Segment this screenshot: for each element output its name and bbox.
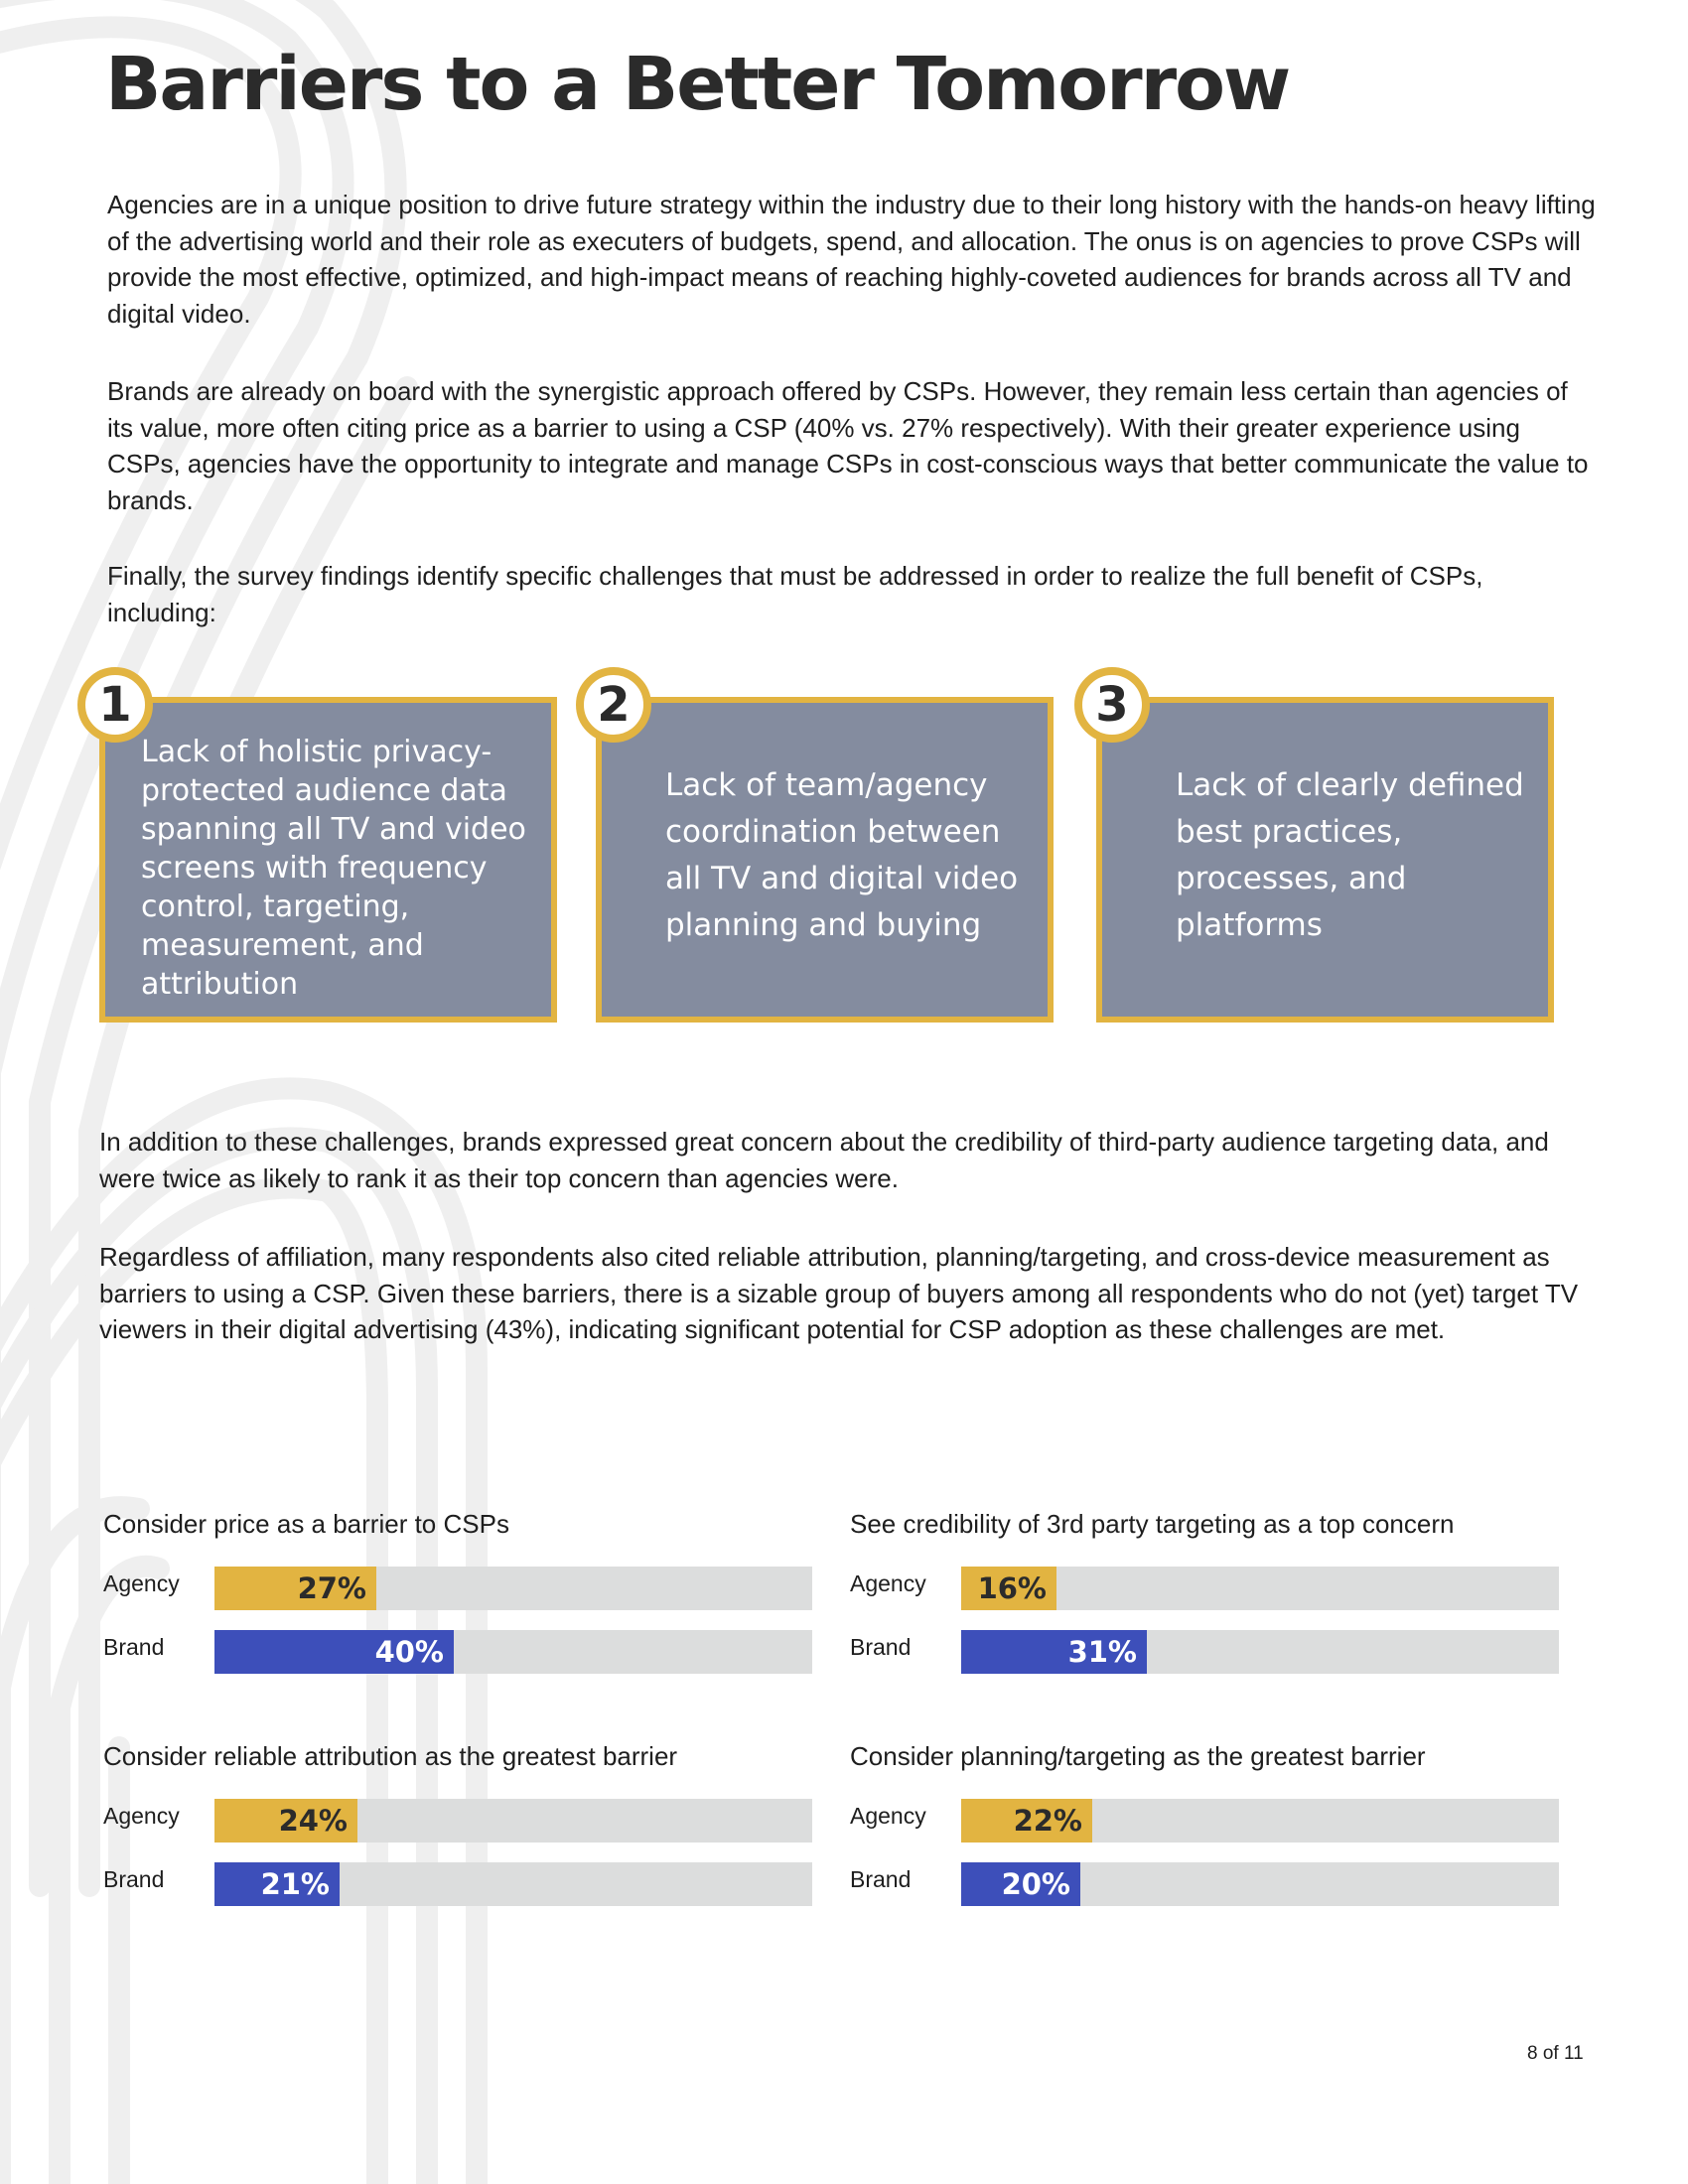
brand-label: Brand [103,1634,165,1660]
planning-barrier-chart [850,1741,1565,1900]
page-title: Barriers to a Better Tomorrow [105,42,1290,127]
brand-bar [214,1630,454,1674]
page-number: 8 of 11 [1527,2043,1584,2064]
challenge-number-badge: 2 [576,667,651,743]
brand-value-label: 40% [374,1635,444,1669]
brands-paragraph: Brands are already on board with the synergistic approach offered by CSPs. However, they remain less certain than agencies of its value, more often citing price as a barrier to using a CSP (40% vs. 27% respectively). With their greater experience using CSPs, agencies have the opportunity to integrate and manage CSPs in cost-conscious ways that better communicate the value to brands. [107,376,1589,515]
price-barrier-chart [103,1509,818,1668]
intro-paragraph: Agencies are in a unique position to drive future strategy within the industry due to their long history with the hands-on heavy lifting of the advertising world and their role as executers of budgets, spend, and allocation. The onus is on agencies to prove CSPs will provide the most effective, optimized, and high-impact means of reaching highly-coveted audiences for brands across all TV and digital video. [107,190,1596,329]
chart-title: Consider planning/targeting as the greatest barrier [850,1741,1426,1771]
bar-track [961,1862,1559,1906]
bar-track [214,1567,812,1610]
bar-track [961,1567,1559,1610]
bar-track [214,1862,812,1906]
agency-label: Agency [103,1570,180,1596]
challenge-card [1096,697,1554,1023]
chart-title: Consider price as a barrier to CSPs [103,1509,509,1539]
bar-track [961,1799,1559,1843]
chart-title: Consider reliable attribution as the greatest barrier [103,1741,678,1771]
brand-bar [961,1862,1080,1906]
agency-bar [214,1567,376,1610]
affiliation-paragraph: Regardless of affiliation, many respondents also cited reliable attribution, planning/targeting, and cross-device measurement as barriers to using a CSP. Given these barriers, there is a sizable group of buyers among all respondents who do not (yet) target TV viewers in their digital advertising (43%), indicating significant potential for CSP adoption as these challenges are met. [99,1242,1579,1344]
agency-value-label: 27% [297,1571,366,1605]
agency-label: Agency [850,1570,926,1596]
challenge-text: Lack of clearly defined best practices, processes, and platforms [1176,767,1524,943]
challenge-text: Lack of team/agency coordination between all TV and digital video planning and buying [665,767,1019,943]
agency-label: Agency [850,1803,926,1829]
challenges-intro-paragraph: Finally, the survey findings identify specific challenges that must be addressed in order to realize the full benefit of CSPs, including: [107,561,1483,627]
brand-label: Brand [103,1866,165,1892]
agency-value-label: 22% [1013,1804,1082,1838]
brand-value-label: 21% [260,1867,330,1901]
bar-track [214,1630,812,1674]
attribution-barrier-chart [103,1741,818,1900]
brand-bar [214,1862,340,1906]
agency-bar [961,1799,1092,1843]
third-party-paragraph: In addition to these challenges, brands expressed great concern about the credibility of third-party audience targeting data, and were twice as likely to rank it as their top concern than agencies were. [99,1127,1549,1193]
agency-bar [214,1799,357,1843]
brand-label: Brand [850,1634,912,1660]
brand-bar [961,1630,1147,1674]
agency-value-label: 16% [977,1571,1047,1605]
challenge-number-badge: 1 [77,667,153,743]
challenge-card [596,697,1054,1023]
agency-value-label: 24% [278,1804,348,1838]
bar-track [961,1630,1559,1674]
brand-value-label: 20% [1001,1867,1070,1901]
brand-label: Brand [850,1866,912,1892]
challenge-card [99,697,557,1023]
challenge-text: Lack of holistic privacy-protected audience data spanning all TV and video screens with frequency control, targeting, measurement, and attribution [141,735,526,1002]
agency-label: Agency [103,1803,180,1829]
bar-track [214,1799,812,1843]
challenge-number-badge: 3 [1074,667,1150,743]
brand-value-label: 31% [1067,1635,1137,1669]
agency-bar [961,1567,1056,1610]
credibility-concern-chart [850,1509,1565,1668]
chart-title: See credibility of 3rd party targeting as a top concern [850,1509,1455,1539]
